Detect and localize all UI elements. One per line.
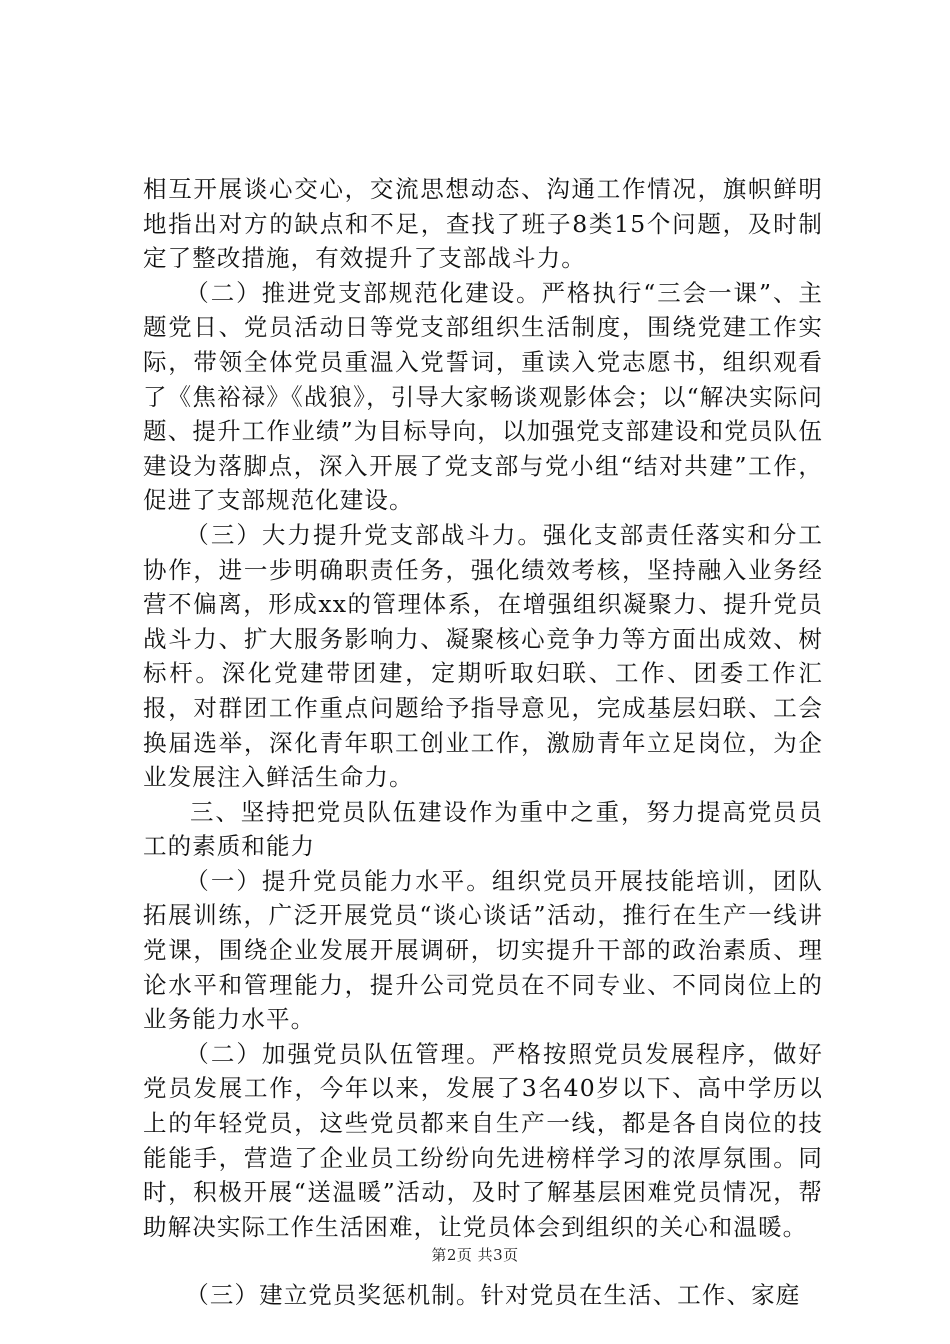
page-number: 第2页 共3页: [431, 1246, 519, 1264]
paragraph-branch-standardization: （二）推进党支部规范化建设。严格执行“三会一课”、主题党日、党员活动日等党支部组织生活制度，围绕党建工作实际，带领全体党员重温入党誓词，重读入党志愿书，组织观看了《焦裕禄》《战狼》，引导大家畅谈观影体会；以“解决实际问题、提升工作业绩”为目标导向，以加强党支部建设和党员队伍建设为落脚点，深入开展了党支部与党小组“结对共建”工作，促进了支部规范化建设。: [143, 278, 823, 515]
paragraph-member-management: （二）加强党员队伍管理。严格按照党员发展程序，做好党员发展工作，今年以来，发展了3名40岁以下、高中学历以上的年轻党员，这些党员都来自生产一线，都是各自岗位的技能能手，营造了企业员工纷纷向先进榜样学习的浓厚氛围。同时，积极开展“送温暖”活动，及时了解基层困难党员情况，帮助解决实际工作生活困难，让党员体会到组织的关心和温暖。: [143, 1039, 823, 1241]
paragraph-member-capability: （一）提升党员能力水平。组织党员开展技能培训，团队拓展训练，广泛开展党员“谈心谈话”活动，推行在生产一线讲党课，围绕企业发展开展调研，切实提升干部的政治素质、理论水平和管理能力，提升公司党员在不同专业、不同岗位上的业务能力水平。: [143, 866, 823, 1034]
page-footer: [0, 1244, 950, 1265]
document-body: [143, 172, 823, 1313]
paragraph-reward-mechanism: （三）建立党员奖惩机制。针对党员在生活、工作、家庭: [185, 1281, 801, 1310]
section-heading-party-members: 三、坚持把党员队伍建设作为重中之重，努力提高党员员工的素质和能力: [143, 797, 823, 861]
paragraph-continuation: 相互开展谈心交心，交流思想动态、沟通工作情况，旗帜鲜明地指出对方的缺点和不足，查找了班子8类15个问题，及时制定了整改措施，有效提升了支部战斗力。: [143, 175, 823, 273]
paragraph-branch-combat-effectiveness: （三）大力提升党支部战斗力。强化支部责任落实和分工协作，进一步明确职责任务，强化绩效考核，坚持融入业务经营不偏离，形成xx的管理体系，在增强组织凝聚力、提升党员战斗力、扩大服务影响力、凝聚核心竞争力等方面出成效、树标杆。深化党建带团建，定期听取妇联、工作、团委工作汇报，对群团工作重点问题给予指导意见，完成基层妇联、工会换届选举，深化青年职工创业工作，激励青年立足岗位，为企业发展注入鲜活生命力。: [143, 520, 823, 792]
